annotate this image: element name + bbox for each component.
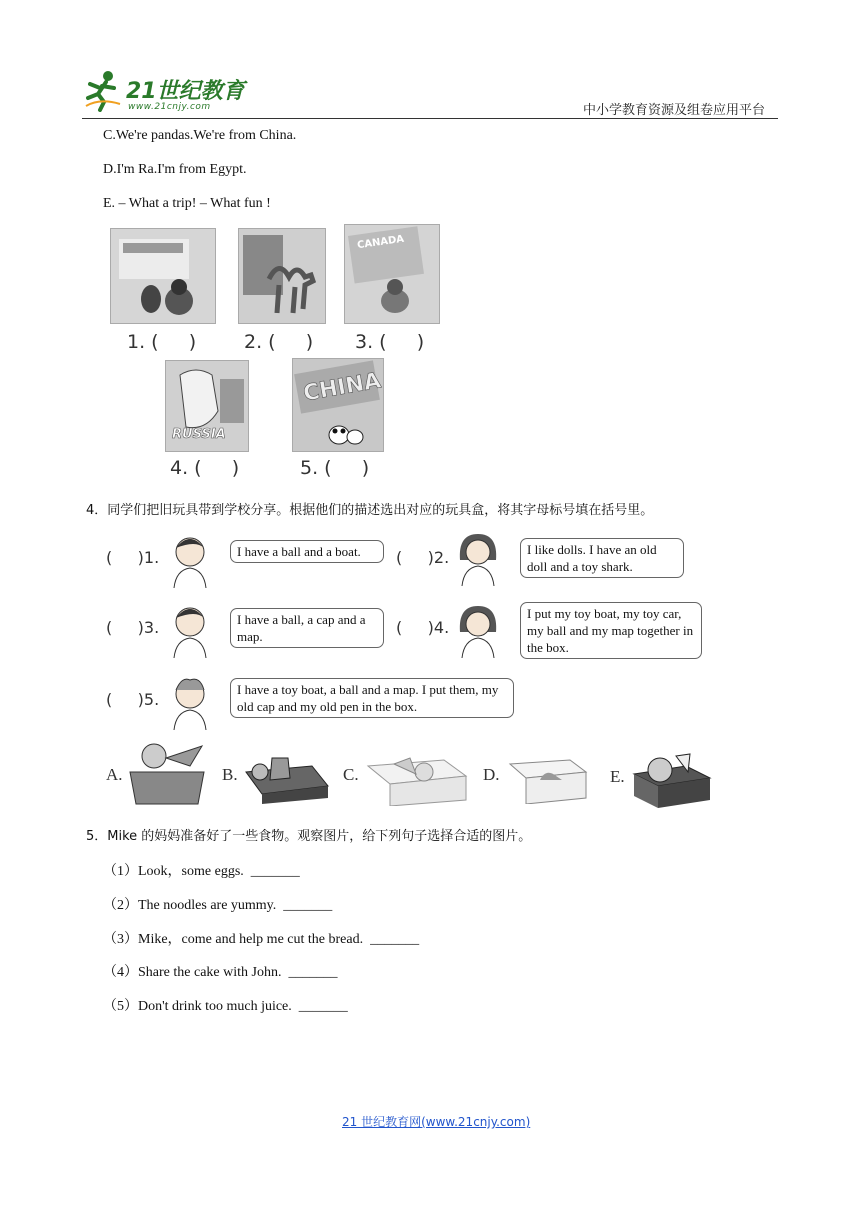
girl-icon	[456, 530, 500, 586]
option-c: C.We're pandas.We're from China.	[103, 128, 297, 143]
question-5-prompt: 5．Mike 的妈妈准备好了一些食物。观察图片，给下列句子选择合适的图片。	[86, 829, 532, 844]
q4-item-1	[106, 528, 386, 590]
boy-icon	[168, 674, 212, 730]
q4-item-4-speech: I put my toy boat, my toy car, my ball and my map together in the box.	[520, 602, 702, 659]
q5-item-1: （1）Look，some eggs. _______	[103, 864, 300, 879]
picture-5-label: 5. ( )	[300, 457, 370, 479]
picture-1-label: 1. ( )	[127, 331, 197, 353]
q4-item-2-speech: I like dolls. I have an old doll and a toy shark.	[520, 538, 684, 578]
picture-4-label: 4. ( )	[170, 457, 240, 479]
q5-item-2: （2）The noodles are yummy. _______	[103, 898, 333, 913]
sign-canada: CANADA	[356, 233, 405, 252]
q4-item-1-label: ( )1.	[106, 548, 160, 567]
toy-box-d	[506, 752, 590, 804]
toy-box-b	[242, 752, 330, 804]
box-c-label: C.	[343, 765, 359, 784]
box-a-label: A.	[106, 765, 123, 784]
q5-item-4: （4）Share the cake with John. _______	[103, 965, 338, 980]
q4-item-1-speech: I have a ball and a boat.	[230, 540, 384, 563]
q4-item-3	[106, 596, 386, 664]
q4-item-2-label: ( )2.	[396, 548, 450, 567]
header-divider	[82, 118, 778, 119]
sign-russia: RUSSIA	[172, 427, 226, 442]
picture-1	[110, 228, 216, 324]
logo-text: 21世纪教育	[126, 79, 245, 104]
box-b-label: B.	[222, 765, 238, 784]
q4-item-5	[106, 668, 526, 736]
toy-box-a	[126, 738, 208, 806]
q4-item-5-speech: I have a toy boat, a ball and a map. I put them, my old cap and my old pen in the box.	[230, 678, 514, 718]
picture-3	[344, 224, 440, 324]
toy-box-e	[630, 752, 714, 808]
q4-item-4	[396, 596, 716, 664]
q4-item-5-label: ( )5.	[106, 690, 160, 709]
option-d: D.I'm Ra.I'm from Egypt.	[103, 162, 247, 177]
runner-logo-icon	[80, 68, 124, 112]
girl-icon	[456, 602, 500, 658]
q5-item-3: （3）Mike，come and help me cut the bread. _______	[103, 932, 420, 947]
toy-box-c	[364, 750, 470, 806]
picture-2-label: 2. ( )	[244, 331, 314, 353]
picture-5	[292, 358, 384, 452]
q5-item-5: （5）Don't drink too much juice. _______	[103, 999, 348, 1014]
q4-item-3-speech: I have a ball, a cap and a map.	[230, 608, 384, 648]
boy-icon	[168, 602, 212, 658]
q4-item-4-label: ( )4.	[396, 618, 450, 637]
q4-item-2	[396, 528, 706, 590]
boy-icon	[168, 532, 212, 588]
header-logo	[80, 66, 255, 114]
box-e-label: E.	[610, 767, 625, 786]
q4-item-3-label: ( )3.	[106, 618, 160, 637]
picture-4	[165, 360, 249, 452]
picture-2	[238, 228, 326, 324]
sign-china: CHINA	[301, 368, 383, 407]
option-e: E. – What a trip! – What fun !	[103, 196, 271, 211]
logo-url: www.21cnjy.com	[128, 102, 211, 112]
platform-title: 中小学教育资源及组卷应用平台	[583, 103, 766, 118]
footer-link[interactable]: 21 世纪教育网(www.21cnjy.com)	[342, 1115, 531, 1129]
picture-3-label: 3. ( )	[355, 331, 425, 353]
box-d-label: D.	[483, 765, 500, 784]
question-4-prompt: 4．同学们把旧玩具带到学校分享。根据他们的描述选出对应的玩具盒，将其字母标号填在括号里。	[86, 503, 654, 518]
